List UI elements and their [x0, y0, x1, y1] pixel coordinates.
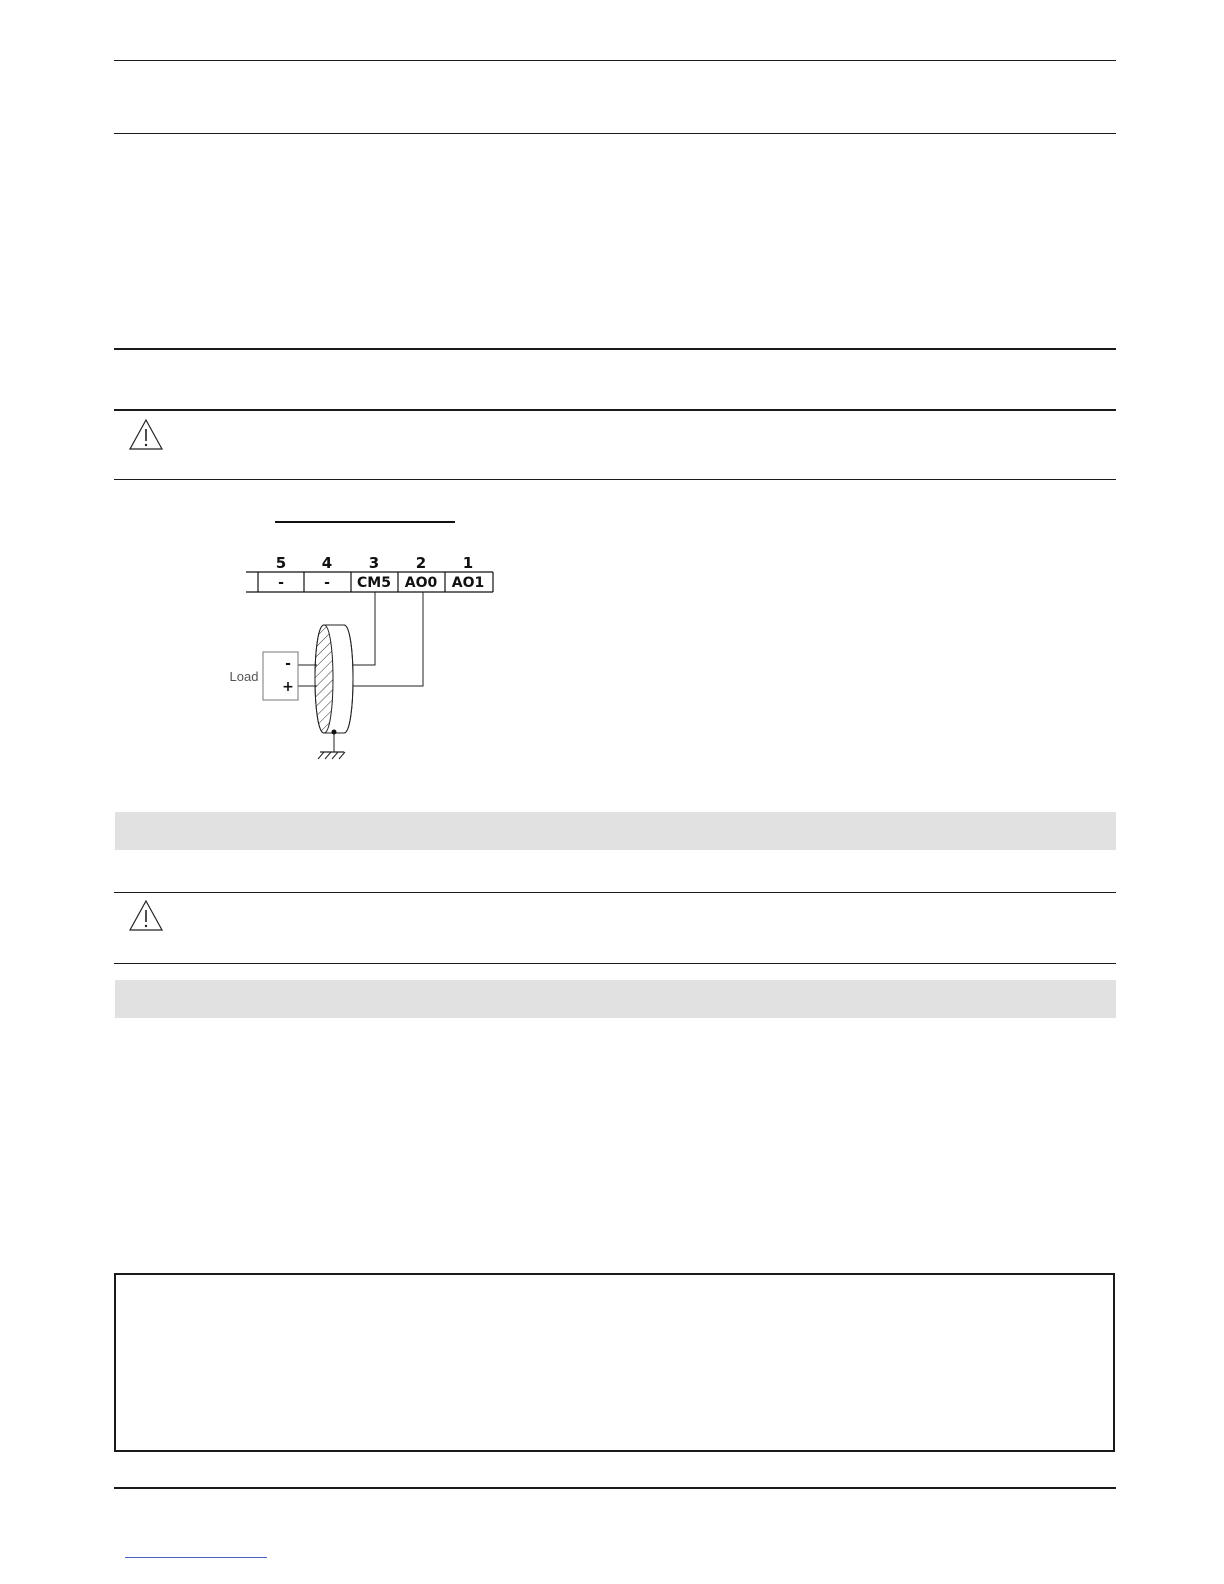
terminal-label-5: -: [278, 575, 284, 591]
warning-1-top-rule: [114, 409, 1116, 411]
terminal-number-5: 5: [275, 554, 287, 572]
wiring-diagram: [220, 515, 510, 765]
terminal-number-3: 3: [368, 554, 380, 572]
terminal-number-2: 2: [415, 554, 427, 572]
wire-ao0: [344, 592, 423, 686]
terminal-number-1: 1: [462, 554, 474, 572]
footer-link[interactable]: [125, 1557, 267, 1558]
shielded-cable: [315, 625, 353, 733]
terminal-label-1: AO1: [451, 575, 485, 591]
warning-triangle-icon: [128, 418, 164, 452]
load-minus-sign: -: [285, 656, 291, 672]
warning-2-bottom-rule: [114, 963, 1116, 964]
ground-symbol: [318, 730, 345, 760]
header-top-rule: [114, 60, 1116, 61]
terminal-label-4: -: [324, 575, 330, 591]
warning-2-top-rule: [114, 892, 1116, 893]
header-bottom-rule: [114, 133, 1116, 134]
load-label: Load: [229, 669, 259, 684]
terminal-number-4: 4: [321, 554, 333, 572]
terminal-label-3: CM5: [357, 575, 391, 591]
terminal-label-2: AO0: [404, 575, 438, 591]
warning-triangle-icon: [128, 899, 164, 933]
section-rule: [114, 348, 1116, 350]
footer-rule: [114, 1487, 1116, 1489]
section-heading-band-2: [115, 980, 1116, 1018]
load-plus-sign: +: [282, 679, 294, 695]
warning-1-bottom-rule: [114, 479, 1116, 480]
note-box: [114, 1273, 1115, 1452]
section-heading-band-1: [115, 812, 1116, 850]
